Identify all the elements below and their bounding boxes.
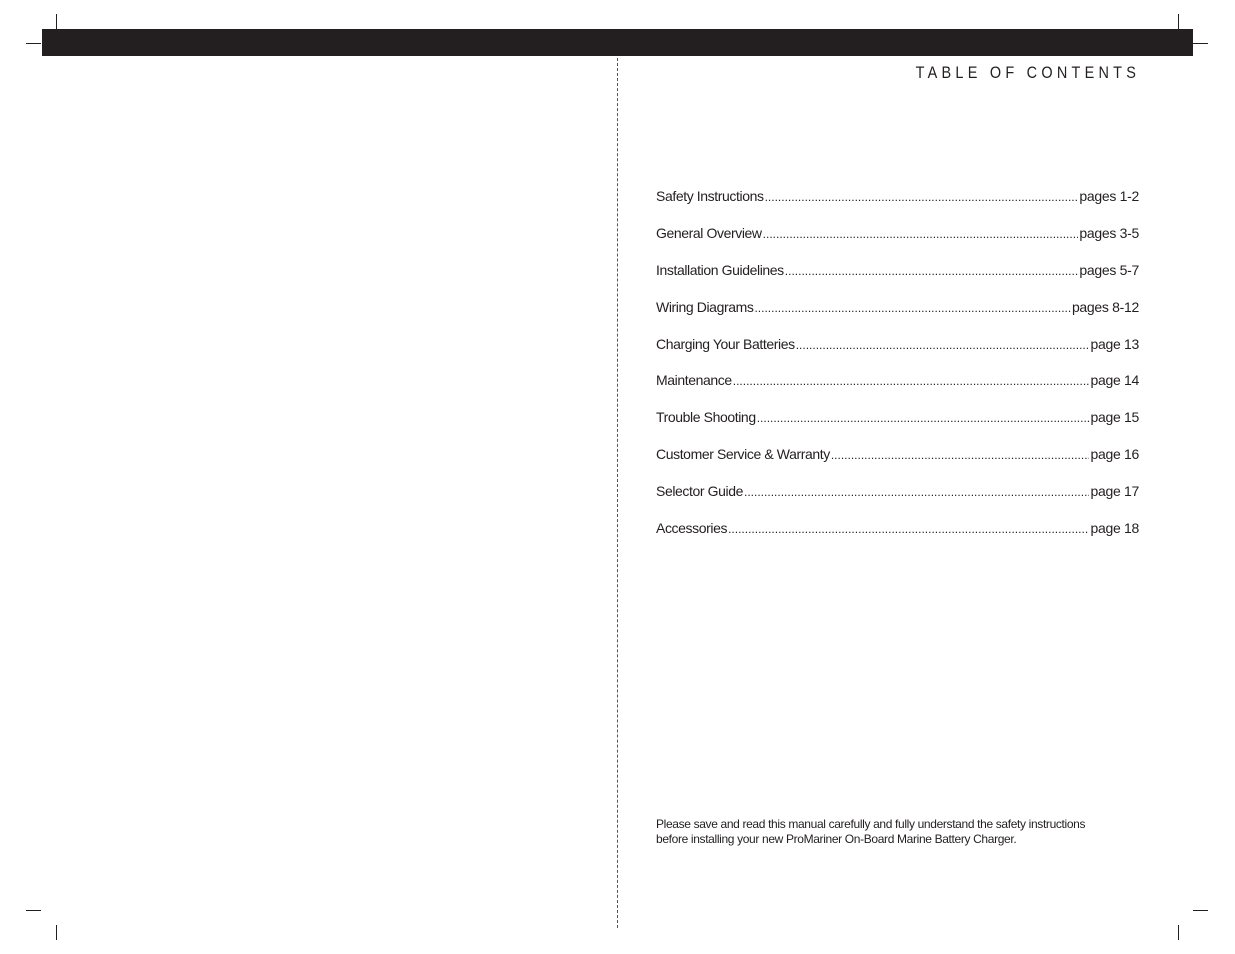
toc-dot-leader <box>763 227 1079 241</box>
toc-item-page: page 17 <box>1090 483 1139 500</box>
toc-item-page: page 15 <box>1090 409 1139 426</box>
toc-dot-leader <box>785 264 1079 278</box>
toc-item[interactable] <box>656 262 1139 299</box>
notice-line-1: Please save and read this manual carefully and fully understand the safety instructions <box>656 817 1086 831</box>
toc-item-label: Trouble Shooting <box>656 409 756 426</box>
toc-dot-leader <box>796 338 1090 352</box>
crop-mark-bottom-right-horizontal <box>1193 910 1208 911</box>
crop-mark-top-right-horizontal <box>1193 43 1208 44</box>
toc-item-label: General Overview <box>656 224 762 241</box>
crop-mark-top-left-horizontal <box>26 43 41 44</box>
toc-dot-leader <box>754 301 1070 315</box>
toc-item-label: Selector Guide <box>656 483 744 500</box>
header-bar <box>42 29 1193 56</box>
page-fold-line <box>617 58 618 928</box>
notice-line-2: before installing your new ProMariner On-Board Marine Battery Charger. <box>656 832 1017 846</box>
toc-list <box>656 188 1139 557</box>
toc-item[interactable] <box>656 225 1139 262</box>
toc-item[interactable] <box>656 336 1139 373</box>
toc-item-label: Maintenance <box>656 372 732 389</box>
toc-item[interactable] <box>656 372 1139 409</box>
toc-dot-leader <box>765 190 1079 204</box>
notice-text <box>656 817 1146 847</box>
toc-item-label: Wiring Diagrams <box>656 298 754 315</box>
crop-mark-bottom-left-horizontal <box>26 910 41 911</box>
toc-item[interactable] <box>656 483 1139 520</box>
toc-item[interactable] <box>656 188 1139 225</box>
crop-mark-bottom-left-vertical <box>56 925 57 940</box>
crop-mark-top-right-vertical <box>1178 14 1179 29</box>
toc-item-page: pages 8-12 <box>1071 298 1139 315</box>
toc-item-page: page 14 <box>1090 372 1139 389</box>
toc-dot-leader <box>744 485 1089 499</box>
toc-item[interactable] <box>656 409 1139 446</box>
toc-item[interactable] <box>656 299 1139 336</box>
toc-item[interactable] <box>656 520 1139 557</box>
toc-dot-leader <box>733 374 1090 388</box>
toc-item-page: pages 1-2 <box>1079 188 1139 204</box>
toc-item-label: Charging Your Batteries <box>656 335 795 352</box>
toc-item-label: Accessories <box>656 520 728 537</box>
toc-title: TABLE OF CONTENTS <box>915 63 1140 82</box>
toc-item-page: page 13 <box>1090 335 1139 352</box>
toc-item-label: Safety Instructions <box>656 188 764 204</box>
toc-dot-leader <box>757 411 1090 425</box>
toc-item-page: pages 5-7 <box>1079 261 1139 278</box>
toc-item-page: page 16 <box>1090 446 1139 463</box>
crop-mark-bottom-right-vertical <box>1178 925 1179 940</box>
toc-item-page: pages 3-5 <box>1079 224 1139 241</box>
toc-item-label: Customer Service & Warranty <box>656 446 830 463</box>
toc-item-label: Installation Guidelines <box>656 261 784 278</box>
toc-dot-leader <box>728 522 1089 536</box>
crop-mark-top-left-vertical <box>56 14 57 29</box>
toc-item-page: page 18 <box>1090 520 1139 537</box>
toc-item[interactable] <box>656 446 1139 483</box>
toc-dot-leader <box>831 448 1090 462</box>
